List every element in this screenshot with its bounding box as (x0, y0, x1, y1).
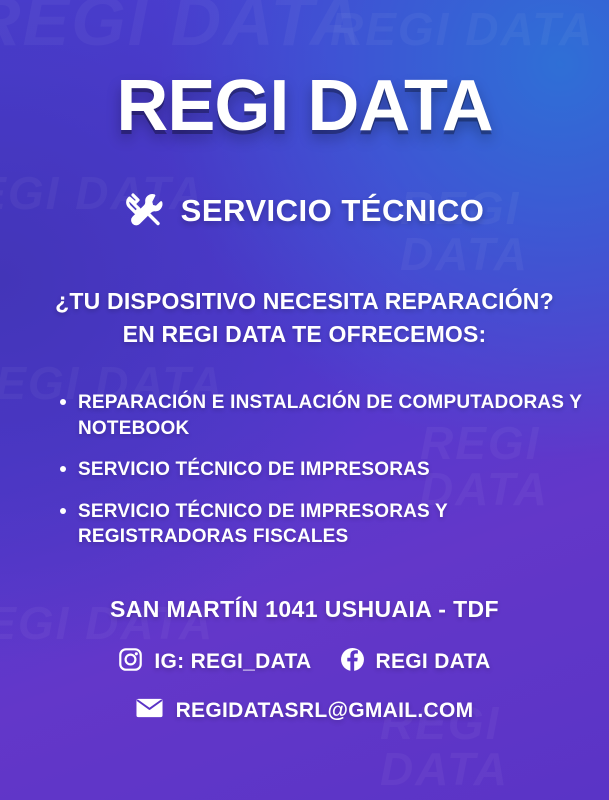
social-row (26, 647, 583, 678)
instagram-handle[interactable] (118, 647, 311, 678)
email-row[interactable] (26, 698, 583, 724)
list-item (78, 457, 583, 482)
instagram-icon (118, 647, 143, 678)
service-text: REPARACIÓN E INSTALACIÓN DE COMPUTADORAS Y NOTEBOOK (78, 392, 582, 439)
watermark-text (330, 6, 594, 52)
facebook-handle[interactable] (340, 647, 491, 678)
headline-line-1: ¿TU DISPOSITIVO NECESITA REPARACIÓN? (55, 288, 554, 315)
service-subtitle-row (26, 193, 583, 229)
bullet-icon (60, 508, 66, 514)
bullet-icon (60, 466, 66, 472)
poster-content (0, 66, 609, 800)
bullet-icon (60, 399, 66, 405)
envelope-icon (136, 698, 163, 724)
headline-line-2: EN REGI DATA TE OFRECEMOS: (122, 320, 487, 347)
headline (26, 285, 583, 350)
service-label: SERVICIO TÉCNICO (180, 193, 485, 229)
service-text: SERVICIO TÉCNICO DE IMPRESORAS (78, 459, 430, 481)
list-item (78, 390, 583, 441)
facebook-label: REGI DATA (375, 650, 491, 674)
list-item (78, 499, 583, 550)
watermark-text (0, 0, 363, 56)
services-list (26, 390, 583, 549)
email-label: REGIDATASRL@GMAIL.COM (175, 698, 474, 722)
instagram-label: IG: REGI_DATA (154, 650, 312, 674)
facebook-icon (340, 647, 365, 678)
service-text: SERVICIO TÉCNICO DE IMPRESORAS Y REGISTRADORAS FISCALES (78, 500, 448, 548)
address-text: SAN MARTÍN 1041 USHUAIA - TDF (110, 595, 499, 622)
brand-title: REGI DATA (116, 66, 493, 146)
tools-icon (125, 193, 165, 229)
